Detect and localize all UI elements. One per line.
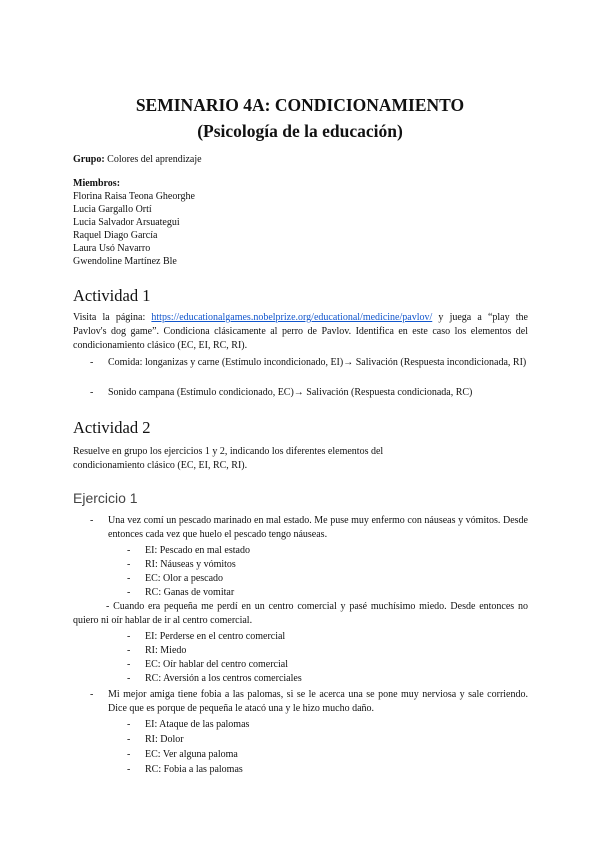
member-name: Gwendoline Martínez Ble xyxy=(73,256,177,267)
miembros-label: Miembros: xyxy=(73,178,121,189)
case1-text: Una vez comí un pescado marinado en mal estado. Me puse muy enfermo con náuseas y vómitos. Desde entonces cada vez que huelo el pescado tengo náuseas. xyxy=(108,515,528,540)
case2-item: RC: Aversión a los centros comerciales xyxy=(145,673,302,684)
bullet-dash: - xyxy=(127,749,131,760)
actividad2-intro-line2: condicionamiento clásico (EC, EI, RC, RI). xyxy=(73,460,248,471)
case1-item: RC: Ganas de vomitar xyxy=(145,587,235,598)
actividad2-intro-line1: Resuelve en grupo los ejercicios 1 y 2, indicando los diferentes elementos del xyxy=(73,446,384,457)
page-title: SEMINARIO 4A: CONDICIONAMIENTO xyxy=(135,95,465,115)
bullet-dash: - xyxy=(127,631,131,642)
bullet-dash: - xyxy=(127,559,131,570)
case1-item: EI: Pescado en mal estado xyxy=(145,545,250,556)
actividad2-intro xyxy=(73,445,528,473)
bullet-dash: - xyxy=(127,573,131,584)
actividad1-item: Sonido campana (Estímulo condicionado, EC)→ Salivación (Respuesta condicionada, RC) xyxy=(108,387,473,398)
bullet-dash: - xyxy=(127,645,131,656)
member-name: Lucia Salvador Arsuategui xyxy=(73,217,180,228)
case1-item: RI: Náuseas y vómitos xyxy=(145,559,236,570)
bullet-dash: - xyxy=(127,587,131,598)
bullet-dash: - xyxy=(127,545,131,556)
grupo-label: Grupo: xyxy=(73,154,105,165)
member-name: Lucia Gargallo Ortí xyxy=(73,204,152,215)
bullet-dash: - xyxy=(127,659,131,670)
actividad2-heading: Actividad 2 xyxy=(73,418,151,437)
case3-item: EC: Ver alguna paloma xyxy=(145,749,238,760)
bullet-dash: - xyxy=(127,764,131,775)
case1-item: EC: Olor a pescado xyxy=(145,573,224,584)
case3-item: RC: Fobia a las palomas xyxy=(145,764,243,775)
actividad1-intro xyxy=(73,311,528,353)
actividad1-heading: Actividad 1 xyxy=(73,286,151,305)
page-subtitle: (Psicología de la educación) xyxy=(197,121,403,141)
case3-item: EI: Ataque de las palomas xyxy=(145,719,250,730)
member-name: Florina Raisa Teona Gheorghe xyxy=(73,191,195,202)
bullet-dash: - xyxy=(90,387,94,398)
case2-text: - Cuando era pequeña me perdí en un centro comercial y pasé muchísimo miedo. Desde entonces no quiero ni oír hablar de ir al centro comercial. xyxy=(73,601,528,626)
case2-item: EI: Perderse en el centro comercial xyxy=(145,631,286,642)
member-name: Raquel Diago García xyxy=(73,230,158,241)
pavlov-link[interactable]: https://educationalgames.nobelprize.org/educational/medicine/pavlov/ xyxy=(151,312,433,323)
member-name: Laura Usó Navarro xyxy=(73,243,151,254)
actividad1-intro-pre: Visita la página: xyxy=(73,312,146,323)
members-block xyxy=(73,177,195,268)
grupo-line xyxy=(73,153,202,166)
case2-item: RI: Miedo xyxy=(145,645,187,656)
bullet-dash: - xyxy=(127,673,131,684)
case3-text: Mi mejor amiga tiene fobia a las palomas, si se le acerca una se pone muy nerviosa y sale corriendo. Dice que es porque de pequeña le atacó una y le hizo mucho daño. xyxy=(108,689,528,714)
case3-item: RI: Dolor xyxy=(145,734,184,745)
grupo-value: Colores del aprendizaje xyxy=(107,154,202,165)
bullet-dash: - xyxy=(90,515,94,526)
case2-item: EC: Oír hablar del centro comercial xyxy=(145,659,288,670)
actividad1-intro-post: y juega a “play the Pavlov's dog game”. Condiciona clásicamente al perro de Pavlov. Identifica en este caso los elementos del condicionamiento clásico (EC, EI, RC, RI). xyxy=(73,312,528,351)
actividad1-item: Comida: longanizas y carne (Estímulo incondicionado, EI)→ Salivación (Respuesta incondicionada, RI) xyxy=(108,357,527,368)
ejercicio1-heading: Ejercicio 1 xyxy=(73,490,138,506)
bullet-dash: - xyxy=(127,719,131,730)
bullet-dash: - xyxy=(90,357,94,368)
bullet-dash: - xyxy=(127,734,131,745)
bullet-dash: - xyxy=(90,689,94,700)
